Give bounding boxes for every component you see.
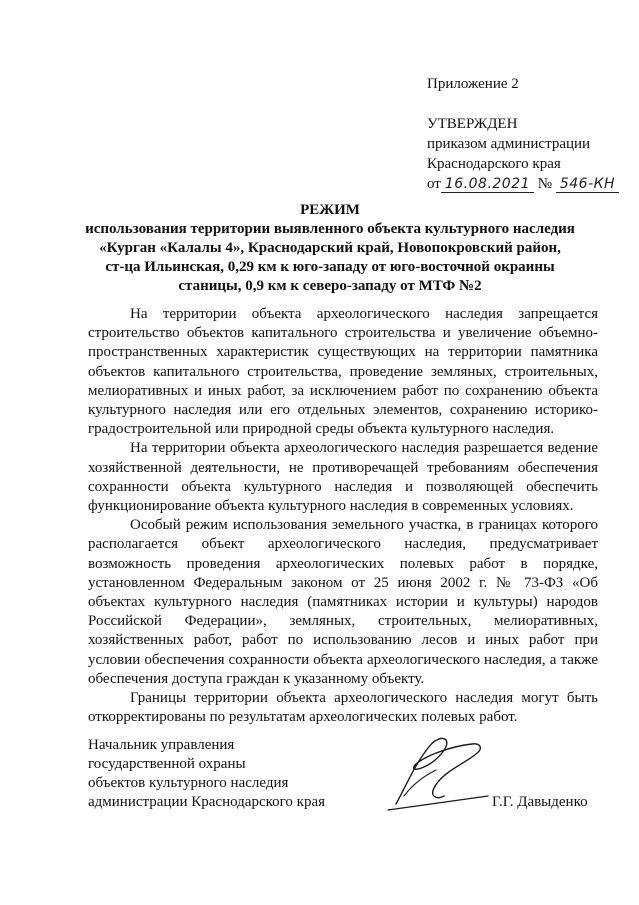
- title-line-4: станицы, 0,9 км к северо-западу от МТФ №2: [178, 278, 482, 294]
- from-prefix: от: [427, 176, 441, 192]
- signer-position-line-1: Начальник управления: [88, 737, 235, 753]
- title-line-1: использования территории выявленного объекта культурного наследия: [85, 221, 575, 237]
- body-paragraph-2: На территории объекта археологического наследия разрешается ведение хозяйственной деятельности, не противоречащей требованиям обеспечения сохранности объекта культурного наследия и позволяющей обеспечить функционирование объекта культурного наследия в современных условиях.: [88, 440, 598, 515]
- order-line-1: приказом администрации: [427, 136, 591, 152]
- signer-position-line-3: объектов культурного наследия: [88, 775, 289, 791]
- signer-position-line-2: государственной охраны: [88, 756, 246, 772]
- document-body: [88, 305, 598, 727]
- handwritten-date: 16.08.2021: [441, 176, 534, 193]
- title-line-2: «Курган «Калалы 4», Краснодарский край, Новопокровский район,: [99, 240, 561, 256]
- approved-label: УТВЕРЖДЕН: [427, 116, 518, 132]
- approval-stamp-block: [427, 74, 627, 194]
- signer-name: Г.Г. Давыденко: [492, 794, 588, 810]
- title-line-3: ст-ца Ильинская, 0,29 км к юго-западу от юго-восточной окраины: [105, 259, 555, 275]
- body-paragraph-4: Границы территории объекта археологического наследия могут быть откорректированы по результатам археологических полевых работ.: [88, 690, 598, 726]
- body-paragraph-3: Особый режим использования земельного участка, в границах которого располагается объект археологического наследия, предусматривает возможность проведения археологических полевых работ в порядке, установленном Федеральным законом от 25 июня 2002 г. № 73-ФЗ «Об объектах культурного наследия (памятниках истории и культуры) народов Российской Федерации», земляных, строительных, мелиоративных, хозяйственных работ, работ по использованию лесов и иных работ при условии обеспечения сохранности объекта археологического наследия, а также обеспечения доступа граждан к указанному объекту.: [88, 517, 598, 687]
- attachment-label: Приложение 2: [427, 76, 519, 92]
- order-line-2: Краснодарского края: [427, 156, 561, 172]
- number-sign: №: [537, 176, 553, 192]
- body-paragraph-1: На территории объекта археологического наследия запрещается строительство объектов капитального строительства и увеличение объемно-пространственных характеристик существующих на территории памятника объектов капитального строительства, проведение земляных, строительных, мелиоративных и иных работ, за исключением работ по сохранению объекта культурного наследия или его отдельных элементов, сохранению историко-градостроительной или природной среды объекта культурного наследия.: [88, 306, 598, 438]
- handwritten-number: 546-КН: [556, 176, 619, 193]
- signature-block: [88, 736, 598, 812]
- document-title: [60, 201, 600, 296]
- title-heading: РЕЖИМ: [300, 202, 360, 218]
- order-date-number-line: [427, 174, 627, 194]
- handwritten-signature: [376, 726, 496, 816]
- signer-position-line-4: администрации Краснодарского края: [88, 794, 326, 810]
